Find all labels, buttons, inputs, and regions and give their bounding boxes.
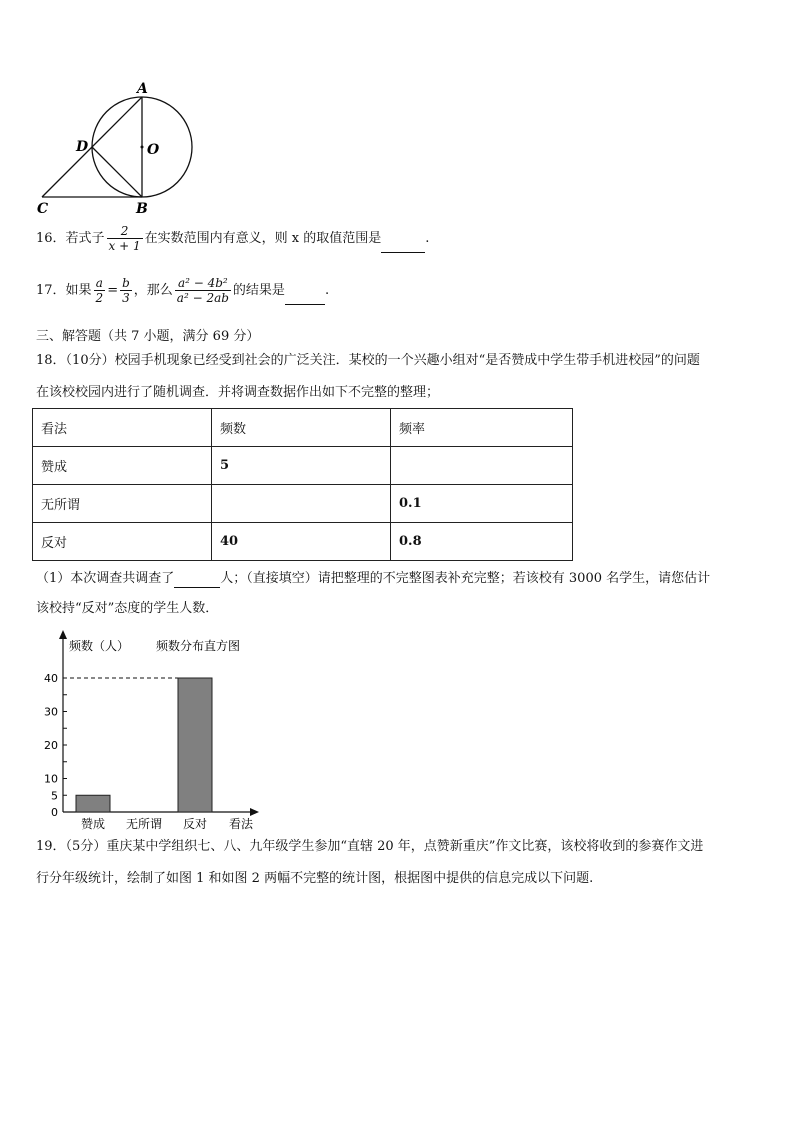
q16-fraction [107,224,143,253]
x-tick-label: 赞成 [80,817,106,831]
label-b: B [136,201,148,217]
q18-sub1-part-a: （1）本次调查共调查了 [36,571,175,586]
q17-frac2-num: b [122,276,130,290]
table-row [33,523,573,561]
table-header-cell: 看法 [33,409,212,447]
q16-end: . [425,231,430,246]
q18-sub1-line-2: 该校持“反对”态度的学生人数． [36,601,219,616]
y-axis-arrow [59,630,67,639]
table-cell: 0.8 [391,523,573,561]
table-cell: 赞成 [33,447,212,485]
q17-fraction-1 [94,276,106,305]
q17-frac3-num: a² − 4b² [175,276,231,291]
frequency-histogram [30,628,270,834]
q18-line-2: 在该校校园内进行了随机调查．并将调查数据作出如下不完整的整理； [36,385,440,400]
q16-frac-den: x + 1 [108,239,141,253]
y-tick-label: 30 [44,705,58,719]
q18-sub1-line-1 [36,570,710,588]
table-cell-blank[interactable] [212,485,391,523]
x-axis-label: 看法 [229,817,254,831]
y-tick-label: 10 [44,772,58,786]
y-tick-label: 40 [44,672,58,685]
bar-3 [178,678,212,812]
q17-end: . [324,283,330,298]
q19-line-1: 19．（5分）重庆某中学组织七、八、九年级学生参加“直辖 20 年，点赞新重庆”作文比赛，该校将收到的参赛作文进 [36,839,704,854]
q17-fraction-3 [175,276,231,305]
label-a: A [137,81,148,97]
q16-frac-num: 2 [107,224,143,239]
section-3-title: 三、解答题（共 7 小题，满分 69 分） [36,329,260,344]
question-17 [36,276,329,305]
q17-frac1-num: a [94,276,106,291]
y-tick-label: 20 [44,739,58,752]
bar-1 [76,795,110,812]
x-axis-arrow [250,808,259,816]
question-16 [36,224,429,253]
q18-sub1-part-b: 人；（直接填空）请把整理的不完整图表补充完整；若该校有 3000 名学生，请您估计 [220,571,711,586]
table-cell: 40 [212,523,391,561]
q18-line-1: 18．（10分）校园手机现象已经受到社会的广泛关注．某校的一个兴趣小组对“是否赞成中学生带手机进校园”的问题 [36,353,700,368]
label-o: O [147,142,160,158]
center-point [141,146,144,149]
q17-prefix: 17．如果 [36,283,92,298]
q17-frac1-den: 2 [95,291,104,305]
table-cell: 0.1 [391,485,573,523]
q17-eq: = [107,283,119,298]
table-header-cell: 频率 [391,409,573,447]
q18-sub1-blank[interactable] [174,573,220,588]
q17-suffix: 的结果是 [232,283,285,298]
q17-frac3-den: a² − 2ab [176,291,229,305]
table-header-cell: 频数 [212,409,391,447]
q16-prefix: 16．若式子 [36,231,105,246]
table-row [33,485,573,523]
geometry-figure [30,78,205,220]
y-tick-label: 5 [51,789,58,803]
chart-title: 频数分布直方图 [156,639,241,653]
q17-frac2-den: 3 [122,291,130,305]
table-cell: 5 [212,447,391,485]
table-cell-blank[interactable] [391,447,573,485]
label-c: C [37,201,49,217]
x-tick-label: 反对 [182,817,208,831]
q16-suffix: 在实数范围内有意义，则 x 的取值范围是 [144,231,382,246]
table-cell: 反对 [33,523,212,561]
segment-db [92,147,142,197]
table-cell: 无所谓 [33,485,212,523]
table-row [33,447,573,485]
table-header-row [33,409,573,447]
x-tick-label: 无所谓 [125,817,163,831]
label-d: D [76,139,89,155]
q17-answer-blank[interactable] [285,290,325,305]
q17-fraction-2 [120,276,132,305]
y-tick-label: 0 [51,806,58,819]
q17-mid: ，那么 [133,283,173,298]
q16-answer-blank[interactable] [381,238,425,253]
y-axis-label: 频数（人） [69,639,130,653]
survey-table [32,408,573,561]
q19-line-2: 行分年级统计，绘制了如图 1 和如图 2 两幅不完整的统计图，根据图中提供的信息完成以下问题. [36,871,594,886]
